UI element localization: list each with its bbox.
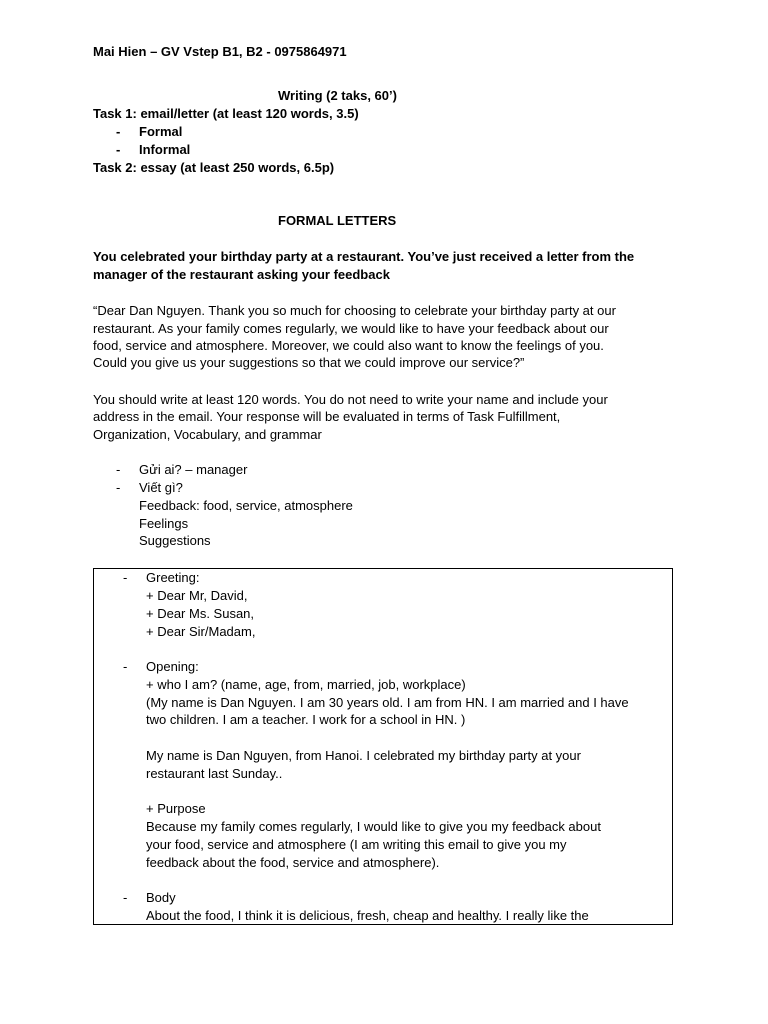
greeting-label: Greeting: bbox=[146, 570, 200, 585]
outline-dash: - bbox=[123, 570, 128, 585]
instruction-line: address in the email. Your response will be evaluated in terms of Task Fulfillment, bbox=[93, 409, 561, 424]
outline-dash: - bbox=[123, 890, 128, 905]
purpose-line: your food, service and atmosphere (I am writing this email to give you my bbox=[146, 837, 567, 852]
analysis-dash: - bbox=[116, 480, 121, 495]
opening-label: Opening: bbox=[146, 659, 199, 674]
task1-dash: - bbox=[116, 124, 121, 139]
task1-dash: - bbox=[116, 142, 121, 157]
task2-line: Task 2: essay (at least 250 words, 6.5p) bbox=[93, 160, 335, 175]
greeting-item: + Dear Sir/Madam, bbox=[146, 624, 256, 639]
letter-line: Could you give us your suggestions so that we could improve our service?” bbox=[93, 355, 525, 370]
opening-example-line: two children. I am a teacher. I work for a school in HN. ) bbox=[146, 712, 466, 727]
analysis-sub-item: Feelings bbox=[139, 516, 189, 531]
instruction-line: You should write at least 120 words. You do not need to write your name and include your bbox=[93, 392, 608, 407]
outline-dash: - bbox=[123, 659, 128, 674]
purpose-label: + Purpose bbox=[146, 801, 206, 816]
opening-example-line: (My name is Dan Nguyen. I am 30 years old. I am from HN. I am married and I have bbox=[146, 695, 629, 710]
letter-line: food, service and atmosphere. Moreover, we could also want to know the feelings of you. bbox=[93, 338, 604, 353]
analysis-sub-item: Feedback: food, service, atmosphere bbox=[139, 498, 353, 513]
opening-short-line: restaurant last Sunday.. bbox=[146, 766, 283, 781]
task1-line: Task 1: email/letter (at least 120 words, 3.5) bbox=[93, 106, 359, 121]
instruction-line: Organization, Vocabulary, and grammar bbox=[93, 427, 322, 442]
letter-line: “Dear Dan Nguyen. Thank you so much for choosing to celebrate your birthday party at our bbox=[93, 303, 616, 318]
purpose-line: Because my family comes regularly, I would like to give you my feedback about bbox=[146, 819, 601, 834]
purpose-line: feedback about the food, service and atmosphere). bbox=[146, 855, 440, 870]
analysis-item-content: Viết gì? bbox=[139, 480, 183, 495]
body-line: About the food, I think it is delicious, fresh, cheap and healthy. I really like the bbox=[146, 908, 589, 923]
task1-item-informal: Informal bbox=[139, 142, 191, 157]
task1-item-formal: Formal bbox=[139, 124, 183, 139]
section-title: FORMAL LETTERS bbox=[278, 213, 397, 228]
analysis-dash: - bbox=[116, 462, 121, 477]
writing-title: Writing (2 taks, 60’) bbox=[278, 88, 397, 103]
greeting-item: + Dear Mr, David, bbox=[146, 588, 248, 603]
outline-box bbox=[93, 568, 673, 925]
body-label: Body bbox=[146, 890, 176, 905]
opening-short-line: My name is Dan Nguyen, from Hanoi. I celebrated my birthday party at your bbox=[146, 748, 581, 763]
opening-who: + who I am? (name, age, from, married, job, workplace) bbox=[146, 677, 466, 692]
letter-line: restaurant. As your family comes regularly, we would like to have your feedback about our bbox=[93, 321, 609, 336]
analysis-item-recipient: Gửi ai? – manager bbox=[139, 462, 248, 477]
analysis-sub-item: Suggestions bbox=[139, 533, 211, 548]
prompt-heading-line: You celebrated your birthday party at a restaurant. You’ve just received a letter from the bbox=[93, 249, 635, 264]
greeting-item: + Dear Ms. Susan, bbox=[146, 606, 255, 621]
prompt-heading-line: manager of the restaurant asking your feedback bbox=[93, 267, 390, 282]
author-header: Mai Hien – GV Vstep B1, B2 - 0975864971 bbox=[93, 44, 347, 59]
